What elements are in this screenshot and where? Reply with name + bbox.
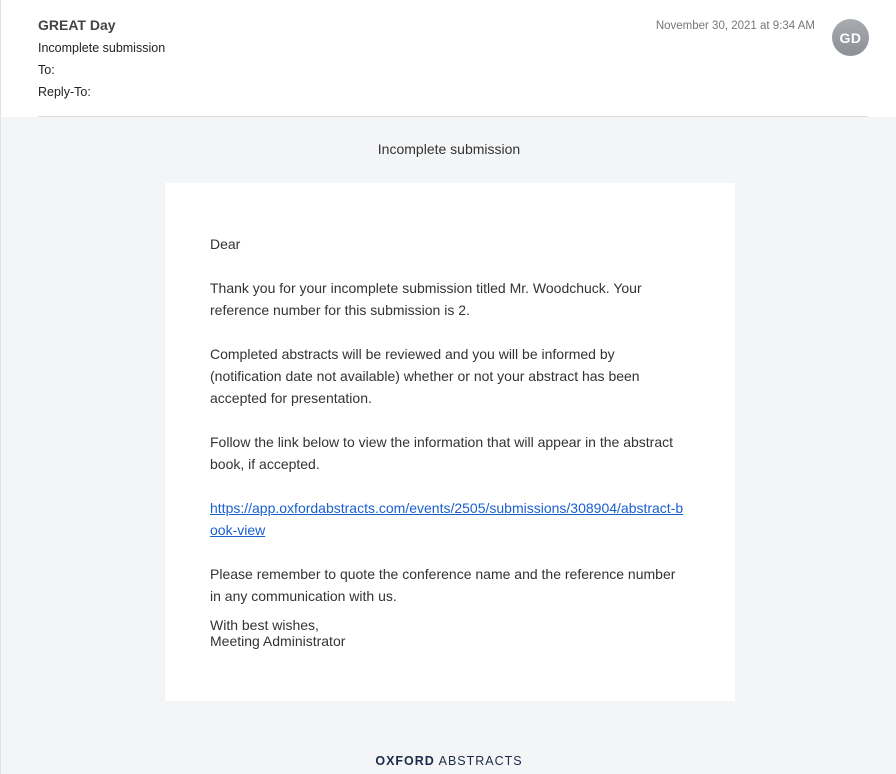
abstract-link-paragraph <box>210 497 690 541</box>
message-header <box>1 0 896 117</box>
message-subject: Incomplete submission <box>38 41 166 55</box>
to-label: To: <box>38 63 55 77</box>
abstract-book-link[interactable]: https://app.oxfordabstracts.com/events/2505/submissions/308904/abstract-book-view <box>210 500 684 538</box>
sender-avatar[interactable]: GD <box>832 19 869 56</box>
logo-word-oxford: OXFORD <box>375 754 435 768</box>
paragraph-submission: Thank you for your incomplete submission titled Mr. Woodchuck. Your reference number for this submission is 2. <box>210 280 642 318</box>
paragraph-review: Completed abstracts will be reviewed and you will be informed by (notification date not available) whether or not your abstract has been accepted for presentation. <box>210 346 640 406</box>
greeting: Dear <box>210 236 241 252</box>
reply-to-label: Reply-To: <box>38 85 91 99</box>
paragraph-link-intro: Follow the link below to view the information that will appear in the abstract book, if accepted. <box>210 434 674 472</box>
email-card <box>165 183 735 701</box>
signature: Meeting Administrator <box>210 633 346 649</box>
closing: With best wishes, <box>210 617 319 633</box>
message-date: November 30, 2021 at 9:34 AM <box>655 20 815 32</box>
logo-word-abstracts: ABSTRACTS <box>438 754 523 768</box>
oxford-abstracts-logo <box>1 754 896 768</box>
signature-block <box>210 617 690 649</box>
email-content <box>210 233 690 649</box>
sender-name[interactable]: GREAT Day <box>38 17 116 33</box>
email-heading: Incomplete submission <box>377 141 521 157</box>
paragraph-reminder: Please remember to quote the conference name and the reference number in any communication with us. <box>210 566 676 604</box>
